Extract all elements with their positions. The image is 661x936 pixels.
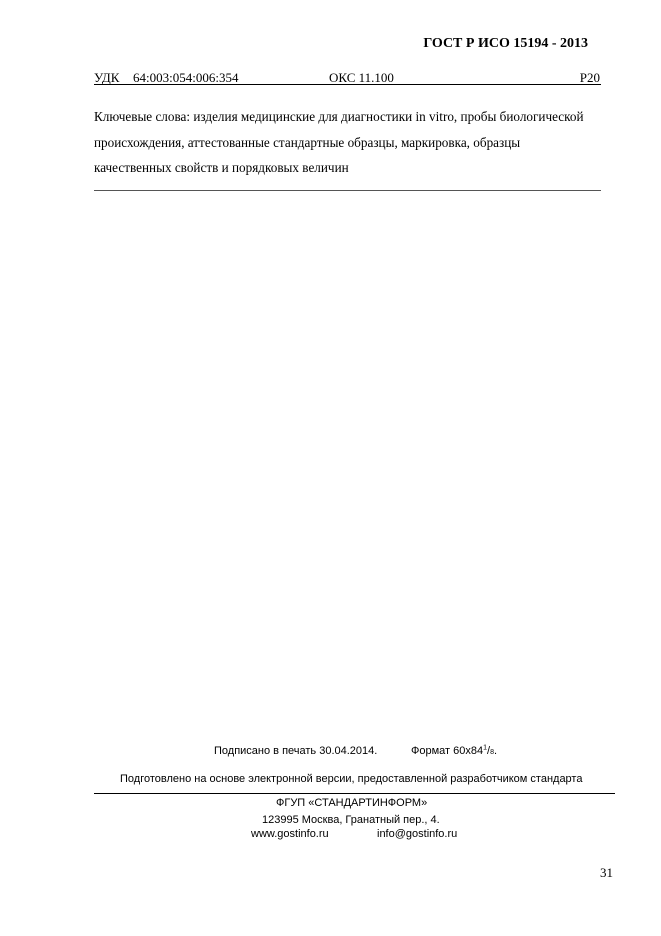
format-end: . — [493, 745, 498, 757]
keywords-block — [94, 104, 604, 181]
format-label: Формат 60x84 — [411, 745, 484, 757]
publisher-name: ФГУП «СТАНДАРТИНФОРМ» — [276, 797, 428, 809]
format-denominator: 8 — [490, 749, 494, 756]
keywords-line: качественных свойств и порядковых величин — [94, 160, 349, 175]
publisher-address: 123995 Москва, Гранатный пер., 4. — [262, 814, 440, 826]
page-number: 31 — [600, 865, 613, 880]
header-divider — [94, 84, 601, 85]
category-code: Р20 — [579, 70, 600, 85]
udk-value: 64:003:054:006:354 — [133, 70, 239, 85]
document-code-header: ГОСТ Р ИСО 15194 - 2013 — [423, 36, 588, 51]
keywords-line: Ключевые слова: изделия медицинские для диагностики in vitro, пробы биологической — [94, 109, 584, 124]
paper-format: Формат $60x84^1/8$. — [411, 744, 498, 757]
prepared-note: Подготовлено на основе электронной версии, предоставленной разработчиком стандарта — [120, 773, 583, 785]
oks-code: ОКС 11.100 — [329, 70, 394, 85]
keywords-divider — [94, 190, 601, 191]
imprint-divider — [94, 793, 615, 794]
format-numerator: 1 — [483, 744, 488, 752]
classification-row — [94, 70, 600, 84]
signed-for-print: Подписано в печать 30.04.2014. — [214, 745, 378, 757]
publisher-email[interactable]: info@gostinfo.ru — [377, 828, 458, 840]
keywords-line: происхождения, аттестованные стандартные образцы, маркировка, образцы — [94, 134, 521, 150]
udk-label: УДК — [94, 70, 120, 85]
publisher-website[interactable]: www.gostinfo.ru — [251, 828, 329, 840]
